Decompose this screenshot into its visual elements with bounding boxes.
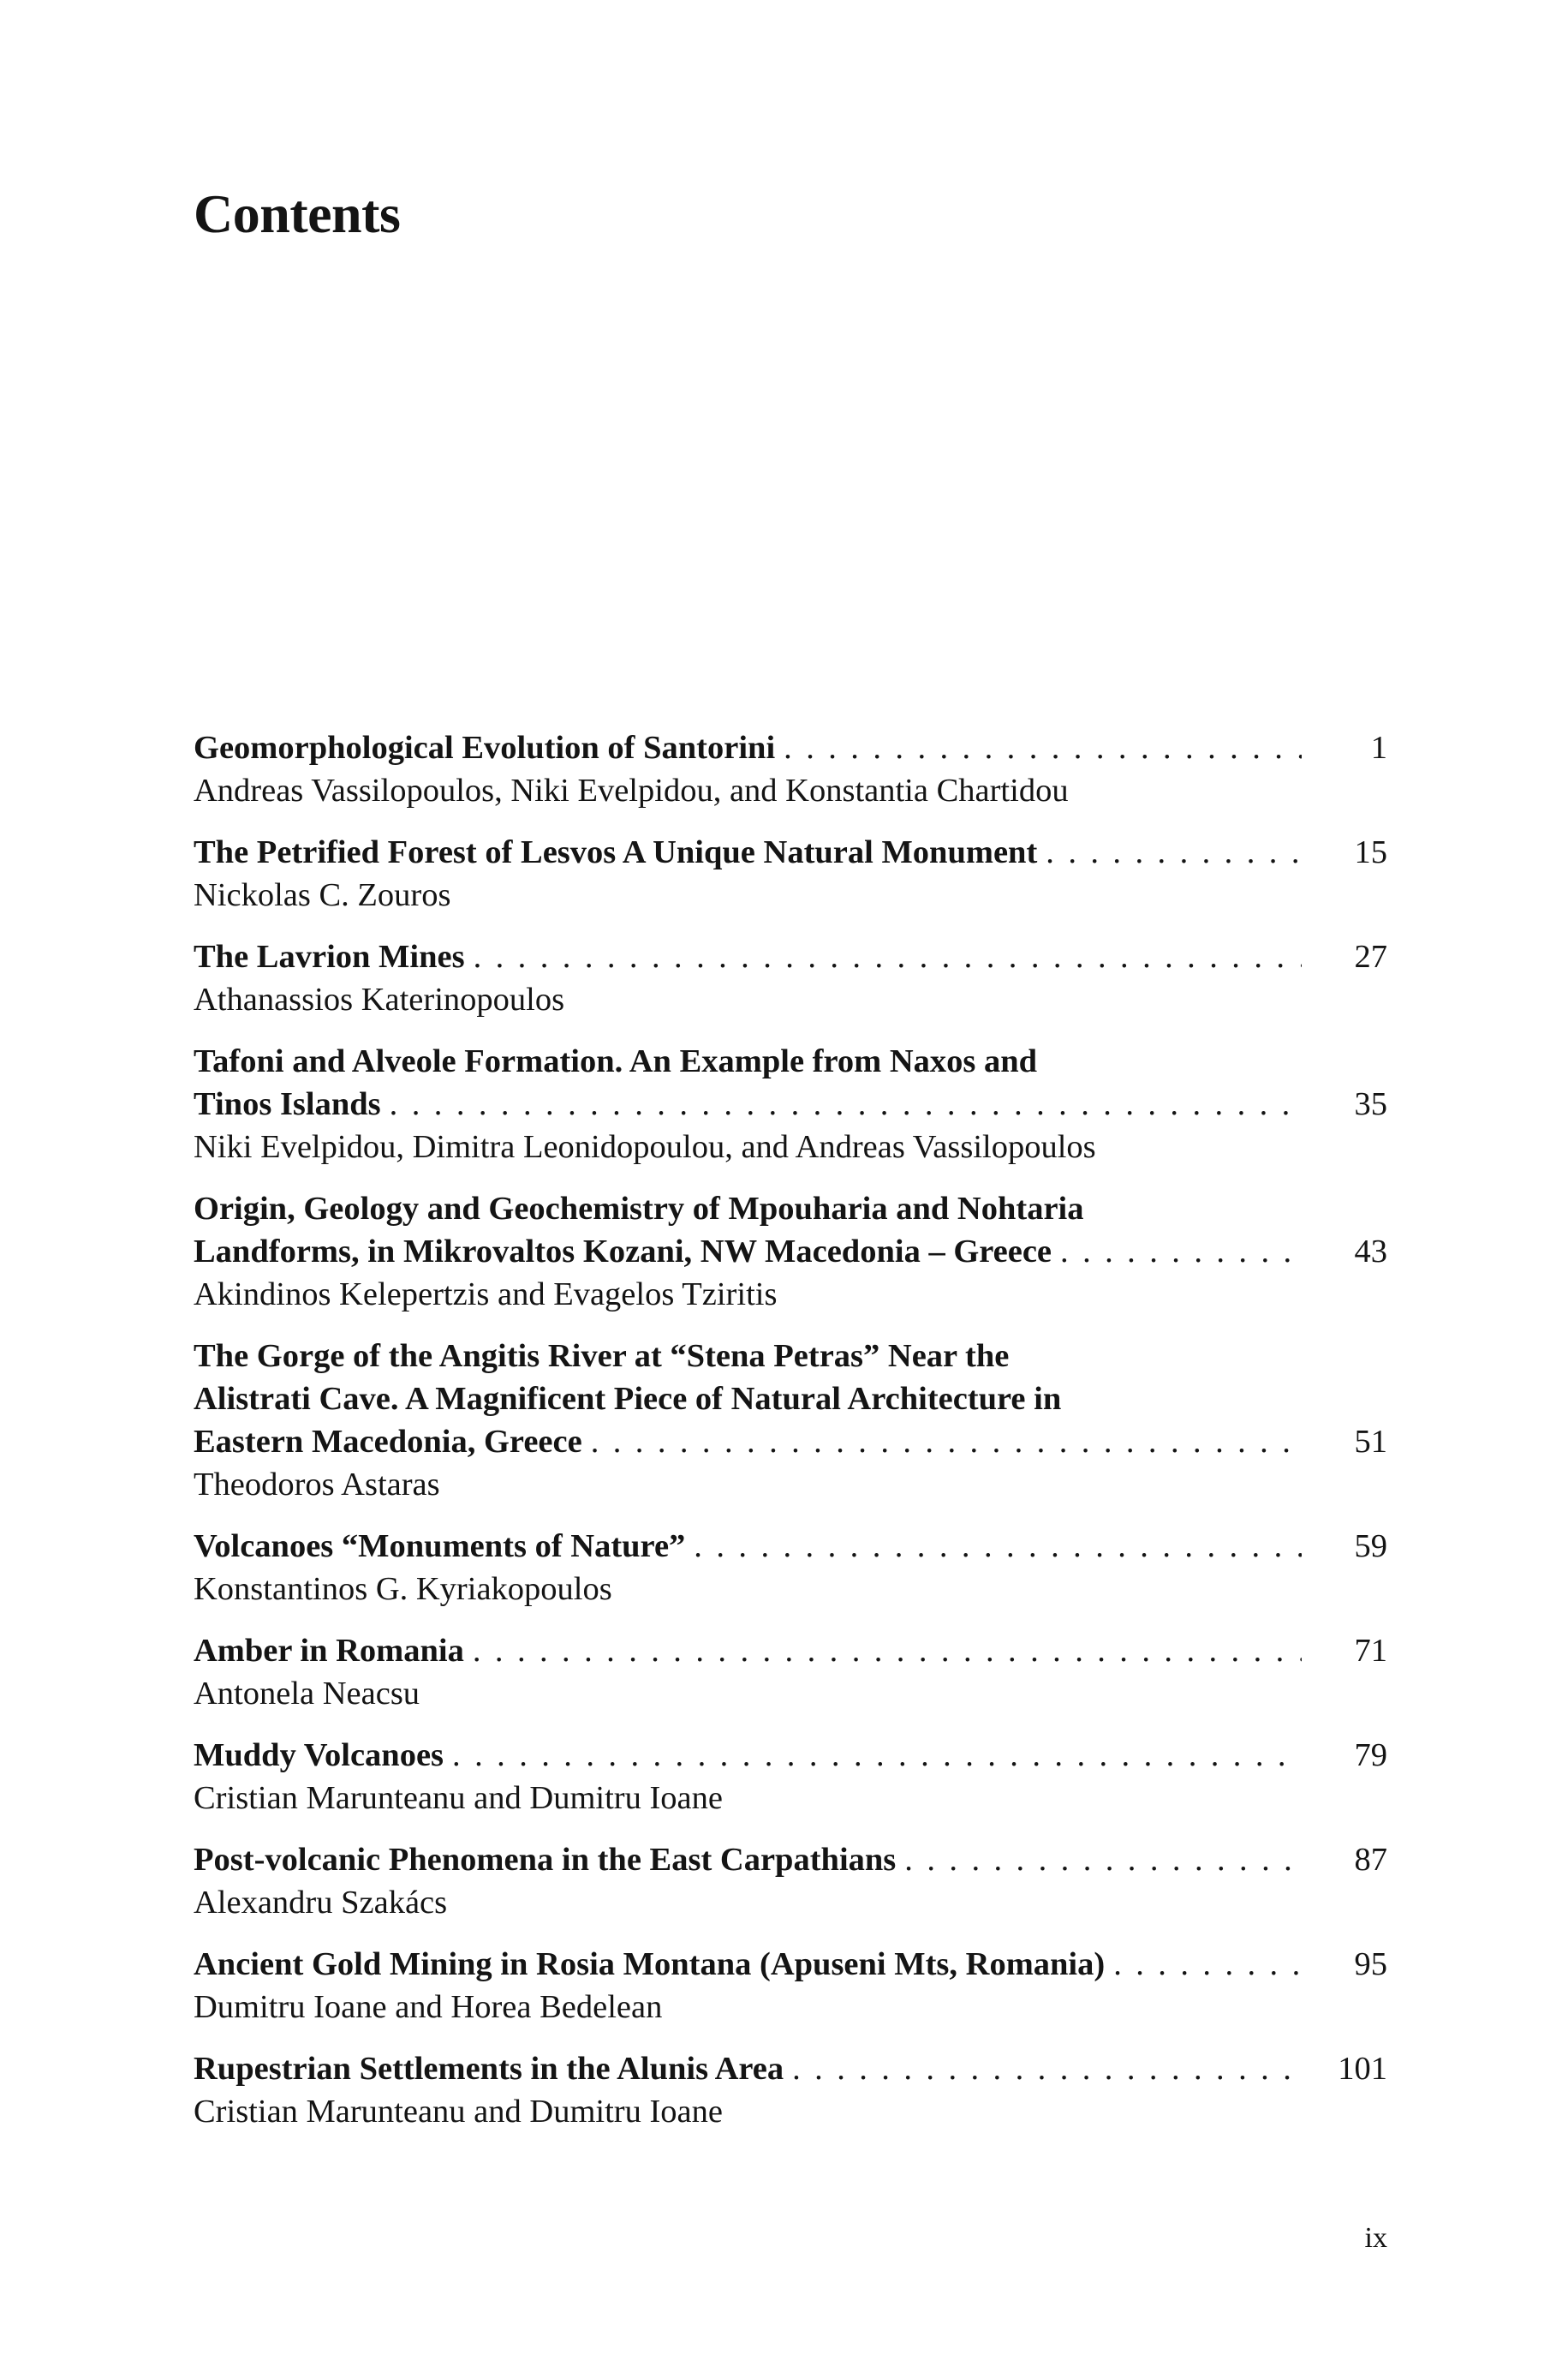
toc-entry-1[interactable] [194, 726, 1387, 812]
dot-leader [1046, 831, 1302, 874]
entry-title-text: Amber in Romania [194, 1633, 464, 1669]
entry-title-line [194, 831, 1387, 874]
toc-entry-11[interactable] [194, 1943, 1387, 2028]
page-folio: ix [1364, 2222, 1387, 2254]
entry-page-number[interactable]: 95 [1354, 1946, 1387, 1982]
entry-title[interactable] [194, 1335, 1387, 1463]
entry-authors: Theodoros Astaras [194, 1467, 440, 1503]
entry-title-line [194, 1083, 1387, 1126]
entry-title-text: Eastern Macedonia, Greece [194, 1424, 582, 1460]
entry-title-line [194, 1838, 1387, 1881]
entry-authors: Antonela Neacsu [194, 1676, 420, 1712]
toc-entry-3[interactable] [194, 935, 1387, 1021]
entry-title-text: Geomorphological Evolution of Santorini [194, 730, 776, 766]
entry-title-text: The Gorge of the Angitis River at “Stena Petras” Near the [194, 1338, 1010, 1374]
entry-page-number[interactable]: 1 [1370, 730, 1387, 766]
entry-title-text: Tafoni and Alveole Formation. An Example from Naxos and [194, 1043, 1038, 1079]
entry-title-line [194, 1943, 1387, 1986]
entry-page-number[interactable]: 15 [1354, 834, 1387, 870]
toc-entry-10[interactable] [194, 1838, 1387, 1924]
entry-title-line [194, 1230, 1387, 1273]
entry-title[interactable] [194, 1838, 1387, 1881]
entry-title-text: Ancient Gold Mining in Rosia Montana (Apuseni Mts, Romania) [194, 1946, 1106, 1982]
page-title: Contents [194, 183, 401, 244]
entry-authors: Dumitru Ioane and Horea Bedelean [194, 1989, 663, 2025]
dot-leader [792, 2047, 1302, 2090]
dot-leader [694, 1525, 1302, 1568]
entry-title[interactable] [194, 1629, 1387, 1672]
entry-title-text: Tinos Islands [194, 1086, 381, 1122]
entry-title-line [194, 1629, 1387, 1672]
toc-entry-5[interactable] [194, 1187, 1387, 1316]
entry-title[interactable] [194, 1040, 1387, 1126]
entry-title-text: Landforms, in Mikrovaltos Kozani, NW Macedonia – Greece [194, 1234, 1052, 1270]
entry-title[interactable] [194, 726, 1387, 769]
entry-page-number[interactable]: 101 [1338, 2051, 1387, 2087]
entry-authors: Nickolas C. Zouros [194, 877, 451, 913]
entry-title-line [194, 1420, 1387, 1463]
entry-page-number[interactable]: 59 [1354, 1528, 1387, 1564]
toc-entry-6[interactable] [194, 1335, 1387, 1506]
entry-title[interactable] [194, 935, 1387, 978]
entry-title[interactable] [194, 831, 1387, 874]
entry-title-line [194, 1525, 1387, 1568]
entry-title-text: Alistrati Cave. A Magnificent Piece of Natural Architecture in [194, 1381, 1062, 1417]
table-of-contents [194, 726, 1387, 2152]
entry-title-line [194, 1040, 1387, 1083]
dot-leader [390, 1083, 1302, 1126]
entry-title-text: Origin, Geology and Geochemistry of Mpouharia and Nohtaria [194, 1191, 1084, 1227]
entry-title-text: Volcanoes “Monuments of Nature” [194, 1528, 686, 1564]
entry-title[interactable] [194, 1943, 1387, 1986]
entry-authors: Cristian Marunteanu and Dumitru Ioane [194, 2094, 723, 2130]
entry-title[interactable] [194, 2047, 1387, 2090]
entry-page-number[interactable]: 35 [1354, 1086, 1387, 1122]
toc-entry-8[interactable] [194, 1629, 1387, 1715]
toc-entry-4[interactable] [194, 1040, 1387, 1168]
dot-leader [904, 1838, 1302, 1881]
toc-entry-9[interactable] [194, 1734, 1387, 1819]
entry-page-number[interactable]: 27 [1354, 939, 1387, 975]
dot-leader [474, 935, 1302, 978]
entry-authors: Akindinos Kelepertzis and Evagelos Tziritis [194, 1276, 778, 1312]
entry-title[interactable] [194, 1187, 1387, 1273]
entry-authors: Konstantinos G. Kyriakopoulos [194, 1571, 612, 1607]
entry-title-line [194, 1377, 1387, 1420]
toc-entry-2[interactable] [194, 831, 1387, 917]
entry-page-number[interactable]: 51 [1354, 1424, 1387, 1460]
entry-page-number[interactable]: 43 [1354, 1234, 1387, 1270]
entry-title-text: The Petrified Forest of Lesvos A Unique Natural Monument [194, 834, 1038, 870]
entry-title-line [194, 2047, 1387, 2090]
entry-authors: Niki Evelpidou, Dimitra Leonidopoulou, and Andreas Vassilopoulos [194, 1129, 1096, 1165]
entry-authors: Alexandru Szakács [194, 1885, 448, 1921]
entry-title-text: Muddy Volcanoes [194, 1737, 444, 1773]
dot-leader [784, 726, 1302, 769]
dot-leader [1113, 1943, 1302, 1986]
entry-page-number[interactable]: 79 [1354, 1737, 1387, 1773]
dot-leader [452, 1734, 1302, 1777]
entry-title[interactable] [194, 1734, 1387, 1777]
entry-title[interactable] [194, 1525, 1387, 1568]
entry-title-line [194, 935, 1387, 978]
entry-authors: Cristian Marunteanu and Dumitru Ioane [194, 1780, 723, 1816]
entry-authors: Athanassios Katerinopoulos [194, 982, 565, 1018]
entry-title-line [194, 1734, 1387, 1777]
entry-title-text: Rupestrian Settlements in the Alunis Area [194, 2051, 784, 2087]
toc-entry-7[interactable] [194, 1525, 1387, 1610]
entry-title-line [194, 1187, 1387, 1230]
entry-title-line [194, 1335, 1387, 1377]
dot-leader [473, 1629, 1302, 1672]
entry-page-number[interactable]: 71 [1354, 1633, 1387, 1669]
entry-page-number[interactable]: 87 [1354, 1842, 1387, 1878]
entry-title-line [194, 726, 1387, 769]
dot-leader [591, 1420, 1302, 1463]
dot-leader [1060, 1230, 1302, 1273]
entry-title-text: Post-volcanic Phenomena in the East Carpathians [194, 1842, 897, 1878]
entry-title-text: The Lavrion Mines [194, 939, 465, 975]
toc-entry-12[interactable] [194, 2047, 1387, 2133]
entry-authors: Andreas Vassilopoulos, Niki Evelpidou, and Konstantia Chartidou [194, 773, 1069, 809]
